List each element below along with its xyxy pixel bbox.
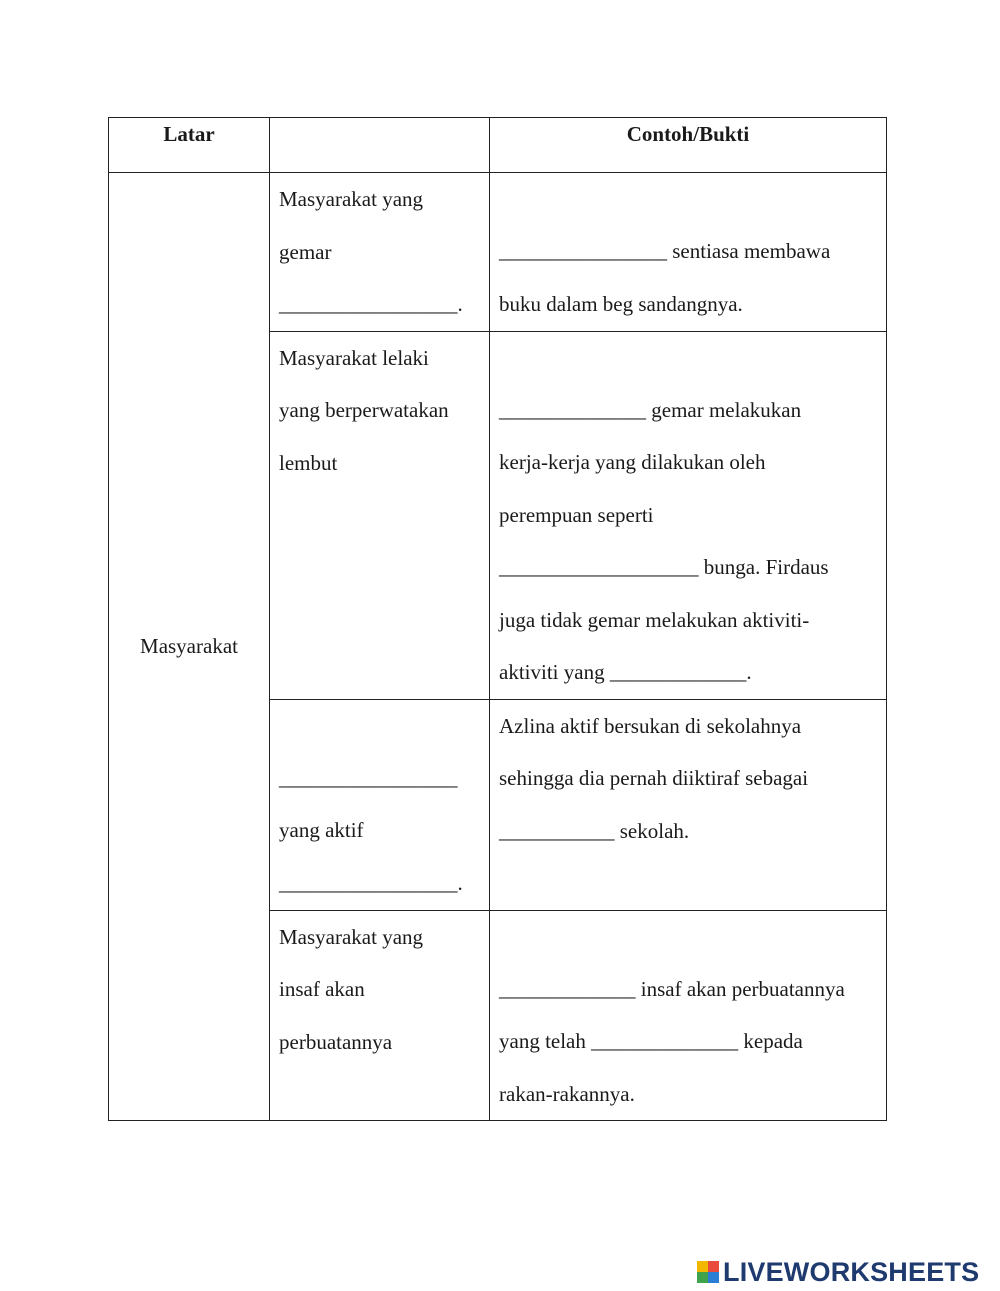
bukti-text: ________________ sentiasa membawa buku dalam beg sandangnya. [499,239,831,316]
bukti-text: ______________ gemar melakukan kerja-kerja yang dilakukan oleh perempuan seperti ___________________ bunga. Firdaus juga tidak gemar melakukan aktiviti- aktiviti yang _____________. [499,397,829,684]
logo-square-icon [697,1272,708,1283]
logo-square-icon [697,1261,708,1272]
logo-square-icon [708,1272,719,1283]
header-latar: Latar [109,118,270,173]
bukti-cell [490,173,887,332]
liveworksheets-logo [697,1258,979,1286]
aspek-cell [270,331,490,699]
aspek-cell [270,699,490,910]
aspek-text: Masyarakat yang insaf akan perbuatannya [279,924,424,1054]
header-contoh-bukti: Contoh/Bukti [490,118,887,173]
header-row [109,118,887,173]
header-aspek [270,118,490,173]
latar-label: Masyarakat [140,634,238,659]
logo-text: LIVEWORKSHEETS [723,1256,980,1287]
bukti-text: _____________ insaf akan perbuatannya yang telah ______________ kepada rakan-rakannya. [499,976,845,1106]
logo-square-icon [708,1261,719,1272]
aspek-cell [270,910,490,1121]
liveworksheets-logo-icon [697,1261,719,1283]
table-row [109,173,887,332]
bukti-cell [490,331,887,699]
aspek-text: _________________ yang aktif _________________. [279,765,463,895]
bukti-cell [490,699,887,910]
bukti-cell [490,910,887,1121]
aspek-cell [270,173,490,332]
latar-cell [109,173,270,1121]
bukti-text: Azlina aktif bersukan di sekolahnya sehingga dia pernah diiktiraf sebagai ___________ sekolah. [499,713,809,843]
worksheet-table [108,117,887,1121]
aspek-text: Masyarakat yang gemar _________________. [279,187,463,316]
aspek-text: Masyarakat lelaki yang berperwatakan lembut [279,345,449,475]
